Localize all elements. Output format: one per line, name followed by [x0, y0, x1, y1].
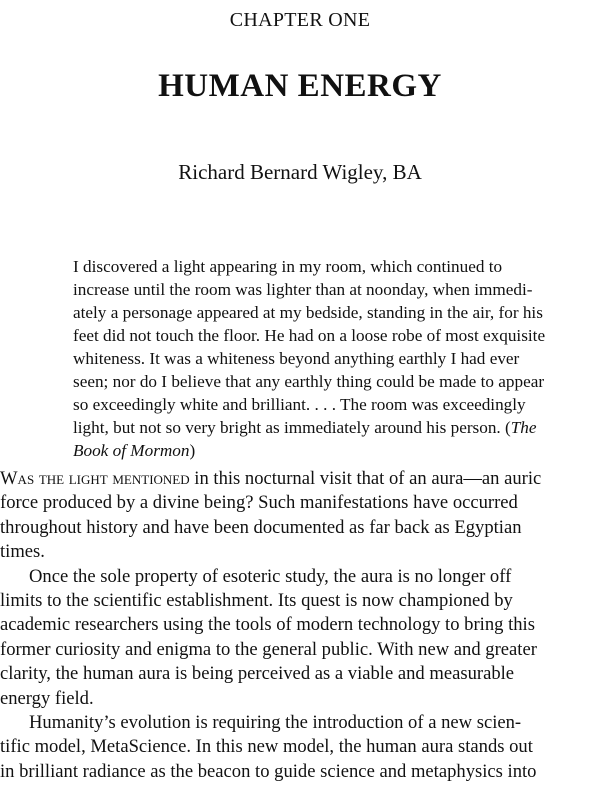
- paragraph-line: clarity, the human aura is being perceived as a viable and measurable: [0, 663, 515, 685]
- paragraph-line: [0, 467, 600, 491]
- epigraph-line: feet did not touch the floor. He had on a loose robe of most exquisite: [73, 326, 546, 345]
- paragraph-line: times.: [0, 541, 45, 563]
- paragraph-line: academic researchers using the tools of modern technology to bring this: [0, 614, 535, 636]
- paragraph-text: in this nocturnal visit that of an aura—an auric: [189, 468, 542, 489]
- lead-in-smallcaps: Was the light mentioned: [0, 468, 190, 489]
- chapter-label: CHAPTER ONE: [229, 9, 371, 31]
- epigraph-source: Book of Mormon: [73, 441, 190, 460]
- epigraph-line: increase until the room was lighter than at noonday, when immedi-: [73, 280, 533, 299]
- epigraph-line: so exceedingly white and brilliant. . . . The room was exceedingly: [73, 395, 526, 414]
- paragraph-line: limits to the scientific establishment. Its quest is now championed by: [0, 590, 513, 612]
- epigraph-line: [73, 416, 600, 439]
- body-text: [0, 467, 600, 784]
- paragraph-line: former curiosity and enigma to the general public. With new and greater: [0, 638, 537, 660]
- paragraph-line: force produced by a divine being? Such manifestations have occurred: [0, 492, 518, 514]
- epigraph-line: whiteness. It was a whiteness beyond anything earthly I had ever: [73, 349, 520, 368]
- epigraph-line: I discovered a light appearing in my room, which continued to: [73, 257, 503, 276]
- epigraph-closing: ): [189, 441, 196, 460]
- epigraph-line-text: light, but not so very bright as immediately around his person. (: [73, 418, 511, 437]
- epigraph-quote: [73, 255, 600, 462]
- paragraph-line: in brilliant radiance as the beacon to guide science and metaphysics into: [0, 760, 537, 782]
- paragraph-line: throughout history and have been documented as far back as Egyptian: [0, 516, 522, 538]
- chapter-title: HUMAN ENERGY: [158, 68, 442, 104]
- paragraph-line: Once the sole property of esoteric study, the aura is no longer off: [29, 565, 512, 587]
- epigraph-line: seen; nor do I believe that any earthly thing could be made to appear: [73, 372, 545, 391]
- epigraph-line: ately a personage appeared at my bedside, standing in the air, for his: [73, 303, 543, 322]
- paragraph-line: energy field.: [0, 687, 94, 709]
- paragraph-line: tific model, MetaScience. In this new model, the human aura stands out: [0, 736, 533, 758]
- epigraph-source: The: [510, 418, 537, 437]
- author-byline: Richard Bernard Wigley, BA: [178, 160, 422, 184]
- epigraph-line: [73, 439, 600, 462]
- paragraph-line: Humanity’s evolution is requiring the introduction of a new scien-: [29, 712, 522, 734]
